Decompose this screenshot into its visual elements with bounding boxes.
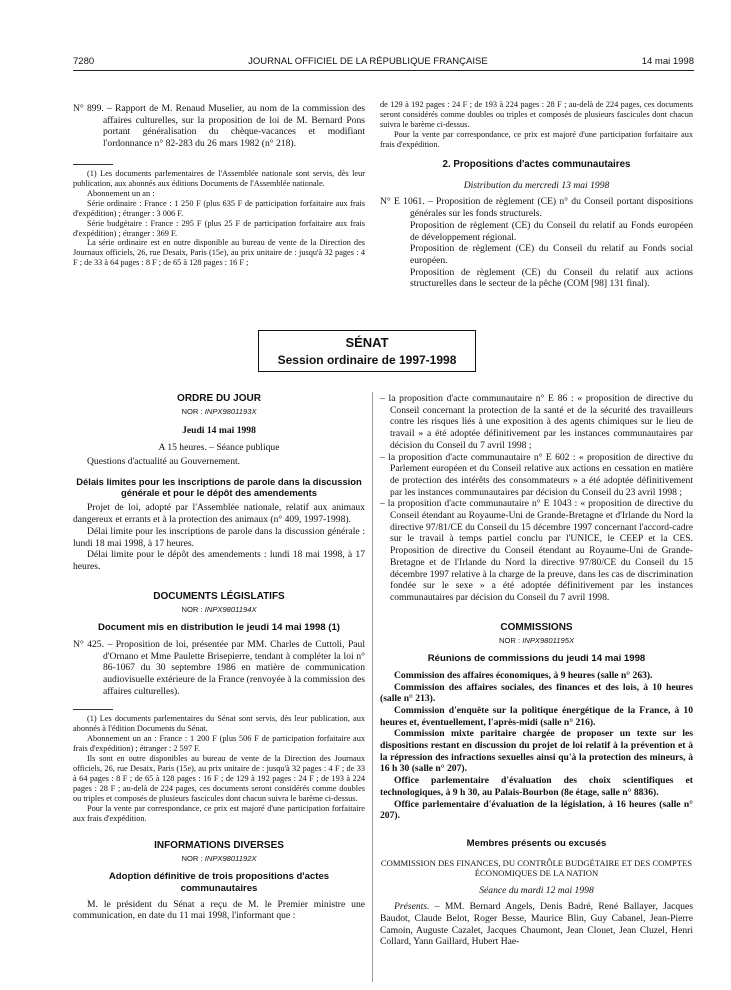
commission-6: Office parlementaire d'évaluation de la législation, à 16 heures (salle n° 207). bbox=[380, 798, 693, 822]
delais-p1: Projet de loi, adopté par l'Assemblée nationale, relatif aux animaux dangereux et errants et à la protection des animaux (n° 409, 1997-1998). bbox=[73, 502, 365, 526]
an-note-3: Série ordinaire : France : 1 250 F (plus 635 F de participation forfaitaire aux frais d'expédition) ; étranger : 3 006 F. bbox=[73, 198, 365, 218]
ordre-nor: NOR : INPX9801193X bbox=[181, 407, 257, 417]
an-note-4: Série budgétaire : France : 295 F (plus 25 F de participation forfaitaire aux frais d'expédition) ; étranger : 369 F. bbox=[73, 218, 365, 238]
acte-e86: – la proposition d'acte communautaire n° E 86 : « proposition de directive du Conseil concernant la protection de la santé et de la sécurité des travailleurs contre les risques liés à une exposition à des agents chimiques sur le lieu de travail » a été adoptée définitivement par les instances communautaires par décision du Conseil du 7 avril 1998 ; bbox=[380, 393, 693, 451]
page-header bbox=[73, 56, 694, 68]
e1061-d: Proposition de règlement (CE) du Conseil du relatif aux actions structurelles dans le secteur de la pêche (COM [98] 131 final). bbox=[410, 266, 693, 290]
commissions-sub: Réunions de commissions du jeudi 14 mai 1998 bbox=[427, 653, 646, 665]
presents-list: Présents. – MM. Bernard Angels, Denis Badré, René Ballayer, Jacques Baudot, Claude Belot, Roger Besse, Maurice Blin, Guy Cabanel, Jean-Pierre Camoin, Auguste Cazalet, Jacques Chaumont, Jean Clouet, Jean Cluzel, Henri Collard, Yann Gaillard, Hubert Hae- bbox=[380, 901, 693, 948]
documents-sub: Document mis en distribution le jeudi 14 mai 1998 (1) bbox=[97, 622, 341, 634]
questions-actualite: Questions d'actualité au Gouvernement. bbox=[87, 455, 241, 467]
info-sub: Adoption définitive de trois propositions d'actes communautaires bbox=[108, 871, 330, 894]
delais-title: Délais limites pour les inscriptions de parole dans la discussion générale et pour le dépôt des amendements bbox=[76, 475, 362, 499]
top-right-block bbox=[380, 100, 693, 290]
footnote-rule-2 bbox=[73, 709, 113, 710]
commissions-title: COMMISSIONS bbox=[500, 621, 573, 633]
footnote-rule bbox=[73, 164, 113, 165]
jeudi-date: Jeudi 14 mai 1998 bbox=[182, 425, 256, 437]
acte-e1043: – la proposition d'acte communautaire n° E 1043 : « proposition de directive du Conseil étendant au Royaume-Uni de Grande-Bretagne et d'Irlande du Nord la directive 97/81/CE du Conseil du 15 décembre 1997 concernant l'accord-cadre sur le travail à temps partiel conclu par l'UNICE, le CEEP et la CES. Proposition de directive du Conseil étendant au Royaume-Uni de Grande-Bretagne et de l'Irlande du Nord la directive 97/80/CE du Conseil du 15 décembre 1997 relative à la charge de la preuve, dans les cas de discrimination fondée sur le sexe » a été adoptée définitivement par les instances communautaires par décision du Conseil du 7 avril 1998. bbox=[380, 498, 693, 603]
an-note-cont2: Pour la vente par correspondance, ce prix est majoré d'une participation forfaitaire aux frais d'expédition. bbox=[380, 129, 693, 149]
left-column bbox=[73, 393, 365, 922]
e1061-b: Proposition de règlement (CE) du Conseil du relatif au Fonds européen de développement régional. bbox=[410, 219, 693, 243]
page-number: 7280 bbox=[73, 56, 95, 67]
senat-fn-4: Pour la vente par correspondance, ce prix est majoré d'une participation forfaitaire aux frais d'expédition. bbox=[73, 803, 365, 823]
column-divider bbox=[372, 392, 373, 982]
info-nor: NOR : INPX9801192X bbox=[181, 854, 257, 864]
report-899: N° 899. – Rapport de M. Renaud Muselier, au nom de la commission des affaires culturelles, sur la proposition de loi de M. Bernard Pons portant généralisation du chèque-vacances et modifiant l'ordonnance n° 82-283 du 26 mars 1982 (n° 218). bbox=[73, 103, 365, 150]
distribution-date: Distribution du mercredi 13 mai 1998 bbox=[463, 179, 610, 191]
top-left-block bbox=[73, 103, 365, 268]
commission-4: Commission mixte paritaire chargée de proposer un texte sur les dispositions restant en discussion du projet de loi relatif à la prévention et à la répression des infractions sexuelles ainsi qu'à la protection des mineurs, à 16 h 30 (salle n° 207). bbox=[380, 728, 693, 775]
seance-mardi: Séance du mardi 12 mai 1998 bbox=[479, 884, 594, 896]
an-note-cont: de 129 à 192 pages : 24 F ; de 193 à 224 pages : 28 F ; au-delà de 224 pages, ces documents seront considérés comme doubles ou triples et composés de plusieurs fascicules dont chacun suivra le barème ci-dessus. bbox=[380, 100, 693, 129]
doc-425: N° 425. – Proposition de loi, présentée par MM. Charles de Cuttoli, Paul d'Ornano et Mme Paulette Brisepierre, tendant à compléter la loi n° 86-1067 du 30 septembre 1986 en matière de communication audiovisuelle extérieure de la France (renvoyée à la commission des affaires culturelles). bbox=[73, 638, 365, 697]
senat-banner bbox=[258, 330, 476, 372]
delais-p3: Délai limite pour le dépôt des amendements : lundi 18 mai 1998, à 17 heures. bbox=[73, 549, 365, 572]
commission-2: Commission des affaires sociales, des finances et des lois, à 10 heures (salle n° 213). bbox=[380, 681, 693, 705]
senat-fn-3: Ils sont en outre disponibles au bureau de vente de la Direction des Journaux officiels, 26, rue Desaix, Paris (15e), au prix unitaire de : jusqu'à 32 pages : 4 F ; de 33 à 64 pages : 8 F ; de 65 à 128 pages : 16 F ; de 129 à 192 pages : 24 F ; de 193 à 224 pages : 28 F ; au-delà de 224 pages, ces documents seront considérés comme doubles ou triples et composés de plusieurs fascicules dont chacun suivra le barème ci-dessus. bbox=[73, 754, 365, 803]
actes-heading: 2. Propositions d'actes communautaires bbox=[442, 158, 631, 170]
header-rule bbox=[73, 70, 694, 71]
ordre-title: ORDRE DU JOUR bbox=[177, 393, 261, 404]
e1061-a: N° E 1061. – Proposition de règlement (CE) n° du Conseil portant dispositions générales sur les fonds structurels. bbox=[380, 196, 693, 220]
commissions-nor: NOR : INPX9801195X bbox=[498, 635, 575, 645]
membres-title: Membres présents ou excusés bbox=[466, 837, 607, 849]
senat-fn-2: Abonnement un an : France : 1 200 F (plus 506 F de participation forfaitaire aux frais d'expédition) ; étranger : 2 597 F. bbox=[73, 734, 365, 754]
commission-finances: COMMISSION DES FINANCES, DU CONTRÔLE BUDGÉTAIRE ET DES COMPTES ÉCONOMIQUES DE LA NATION bbox=[380, 857, 693, 879]
journal-title: JOURNAL OFFICIEL DE LA RÉPUBLIQUE FRANÇAISE bbox=[248, 56, 488, 67]
seance-publique: A 15 heures. – Séance publique bbox=[158, 442, 280, 454]
delais-p2: Délai limite pour les inscriptions de parole dans la discussion générale : lundi 18 mai 1998, à 17 heures. bbox=[73, 525, 365, 549]
e1061-c: Proposition de règlement (CE) du Conseil du relatif au Fonds social européen. bbox=[410, 243, 693, 266]
commission-3: Commission d'enquête sur la politique énergétique de la France, à 10 heures et, éventuellement, l'après-midi (salle n° 216). bbox=[380, 704, 693, 728]
documents-nor: NOR : INPX9801194X bbox=[181, 604, 257, 614]
page-date: 14 mai 1998 bbox=[641, 56, 694, 67]
an-note-5: La série ordinaire est en outre disponible au bureau de vente de la Direction des Journaux officiels, 26, rue Desaix, Paris (15e), au prix unitaire de : jusqu'à 32 pages : 4 F ; de 33 à 64 pages : 8 F ; de 65 à 128 pages : 16 F ; bbox=[73, 238, 365, 268]
an-note-1: (1) Les documents parlementaires de l'Assemblée nationale sont servis, dès leur publication, aux abonnés aux éditions Documents de l'Assemblée nationale. bbox=[73, 168, 365, 188]
commission-1: Commission des affaires économiques, à 9 heures (salle n° 263). bbox=[394, 669, 653, 681]
info-title: INFORMATIONS DIVERSES bbox=[154, 839, 284, 851]
commission-5: Office parlementaire d'évaluation des choix scientifiques et technologiques, à 9 h 30, au Palais-Bourbon (8e étage, salle n° 8836). bbox=[380, 775, 693, 798]
documents-title: DOCUMENTS LÉGISLATIFS bbox=[153, 590, 285, 602]
senat-fn-1: (1) Les documents parlementaires du Sénat sont servis, dès leur publication, aux abonnés à l'édition Documents du Sénat. bbox=[73, 714, 365, 734]
an-note-2: Abonnement un an : bbox=[87, 188, 155, 198]
acte-e602: – la proposition d'acte communautaire n° E 602 : « proposition de directive du Parlement européen et du Conseil relative aux actions en cessation en matière de protection des intérêts des consommateurs » a été adoptée définitivement par les instances communautaires par décision du Conseil du 23 avril 1998 ; bbox=[380, 451, 693, 498]
info-paragraph: M. le président du Sénat a reçu de M. le Premier ministre une communication, en date du 11 mai 1998, l'informant que : bbox=[73, 898, 365, 922]
senat-session: Session ordinaire de 1997-1998 bbox=[277, 352, 457, 367]
right-column bbox=[380, 393, 693, 948]
senat-title: SÉNAT bbox=[345, 335, 389, 350]
